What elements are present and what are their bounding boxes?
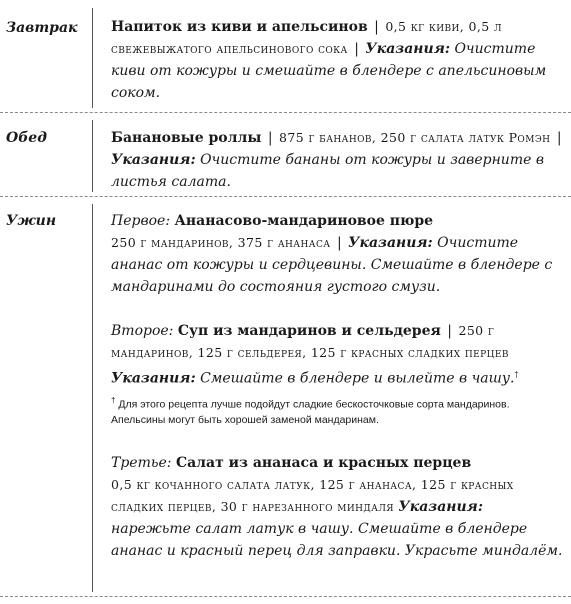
instructions-label: Указания:: [398, 499, 483, 515]
footnote: [111, 393, 564, 428]
column-divider: [92, 120, 93, 192]
recipe-instructions: Очистите киви от кожуры и смешайте в блендере с апельсиновым соком.: [111, 41, 547, 101]
footnote-marker: †: [111, 396, 116, 405]
instructions-label: Указания:: [348, 235, 433, 251]
row-divider: [0, 196, 571, 197]
meal-label-lunch: Обед: [6, 130, 47, 146]
recipe-instructions: Смешайте в блендере и вылейте в чашу.: [200, 370, 515, 387]
recipe-ingredients: 0,5 кг кочанного салата латук, 125 г ананаса, 125 г красных сладких перцев, 30 г нарезанного миндаля: [111, 477, 514, 514]
instructions-label: Указания:: [111, 370, 196, 387]
breakfast-recipe: [111, 16, 564, 104]
footnote-text: Для этого рецепта лучше подойдут сладкие бескосточковые сорта мандаринов. Апельсины могут быть хорошей заменой мандаринам.: [111, 398, 510, 426]
recipe-title: Суп из мандаринов и сельдерея: [177, 323, 441, 339]
instructions-label: Указания:: [111, 152, 196, 168]
recipe-instructions: нарежьте салат латук в чашу. Смешайте в блендере ананас и красный перец для заправки. Украсьте миндалём.: [111, 521, 563, 559]
recipe-title: Банановые роллы: [111, 130, 262, 146]
dinner-course-third: [111, 452, 564, 562]
separator: |: [267, 130, 273, 146]
course-label: Первое:: [111, 213, 171, 229]
recipe-ingredients: 0,5 кг киви, 0,5 л свежевыжатого апельсинового сока: [111, 19, 502, 56]
lunch-recipe: [111, 127, 564, 193]
separator: |: [354, 41, 359, 57]
recipe-title: Ананасово-мандариновое пюре: [174, 213, 434, 229]
recipe-instructions: Очистите бананы от кожуры и заверните в листья салата.: [111, 152, 544, 190]
separator: |: [336, 235, 342, 251]
row-divider: [0, 596, 571, 597]
meal-label-breakfast: Завтрак: [6, 20, 78, 36]
recipe-ingredients: 250 г мандаринов, 125 г сельдерея, 125 г красных сладких перцев: [111, 323, 509, 360]
course-label: Второе:: [111, 323, 174, 339]
recipe-ingredients: 250 г мандаринов, 375 г ананаса: [111, 235, 331, 250]
recipe-instructions: Очистите ананас от кожуры и сердцевины. Смешайте в блендере с мандаринами до состояния густого смузи.: [111, 235, 553, 295]
separator: |: [374, 19, 379, 35]
recipe-title: Напиток из киви и апельсинов: [111, 19, 368, 35]
course-label: Третье:: [111, 455, 172, 471]
recipe-title: Салат из ананаса и красных перцев: [175, 455, 472, 471]
dinner-course-second: [111, 320, 564, 390]
meal-label-dinner: Ужин: [6, 213, 57, 229]
instructions-label: Указания:: [365, 41, 450, 57]
separator: |: [556, 130, 562, 146]
separator: |: [447, 323, 453, 339]
recipe-ingredients: 875 г бананов, 250 г салата латук Ромэн: [279, 130, 551, 145]
dinner-course-first: [111, 210, 564, 298]
column-divider: [92, 204, 93, 592]
footnote-marker: †: [514, 370, 519, 379]
row-divider: [0, 112, 571, 113]
column-divider: [92, 8, 93, 108]
